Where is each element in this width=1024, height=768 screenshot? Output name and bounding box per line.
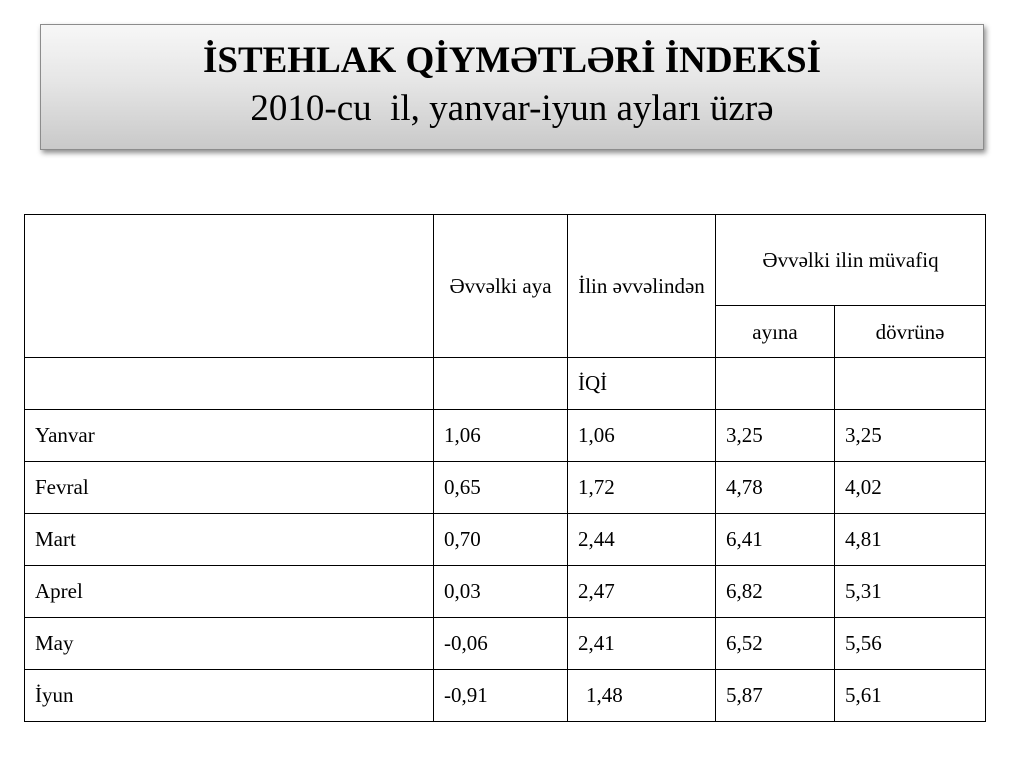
- cpi-table: [24, 214, 986, 722]
- table-row: [25, 566, 986, 618]
- header-prev-year-corresponding: Əvvəlki ilin müvafiq: [716, 215, 986, 306]
- row-prev-year-period: 5,56: [835, 618, 986, 670]
- row-prev-month: 1,06: [434, 410, 568, 462]
- table-row: [25, 618, 986, 670]
- row-prev-year-period: 4,81: [835, 514, 986, 566]
- row-month: Aprel: [25, 566, 434, 618]
- row-prev-month: 0,03: [434, 566, 568, 618]
- unit-label: İQİ: [568, 358, 716, 410]
- row-prev-year-period: 4,02: [835, 462, 986, 514]
- row-month: Mart: [25, 514, 434, 566]
- row-prev-year-period: 3,25: [835, 410, 986, 462]
- row-prev-year-month: 6,41: [716, 514, 835, 566]
- page-subtitle: 2010-cu il, yanvar-iyun ayları üzrə: [250, 88, 774, 129]
- page-title: İSTEHLAK QİYMƏTLƏRİ İNDEKSİ: [202, 40, 822, 81]
- row-month: Yanvar: [25, 410, 434, 462]
- title-banner: [40, 24, 984, 150]
- row-prev-year-period: 5,61: [835, 670, 986, 722]
- row-prev-year-month: 3,25: [716, 410, 835, 462]
- table-row: [25, 670, 986, 722]
- row-prev-month: 0,65: [434, 462, 568, 514]
- unit-empty-cell: [716, 358, 835, 410]
- unit-empty-cell: [25, 358, 434, 410]
- row-year-start: 2,41: [568, 618, 716, 670]
- row-prev-month: -0,06: [434, 618, 568, 670]
- row-prev-year-month: 6,82: [716, 566, 835, 618]
- header-month: ayına: [716, 306, 835, 358]
- row-prev-year-month: 4,78: [716, 462, 835, 514]
- header-empty-cell: [25, 215, 434, 358]
- unit-empty-cell: [434, 358, 568, 410]
- row-year-start: 1,06: [568, 410, 716, 462]
- header-previous-month: Əvvəlki aya: [434, 215, 568, 358]
- row-month: May: [25, 618, 434, 670]
- row-prev-month: 0,70: [434, 514, 568, 566]
- row-year-start: 2,44: [568, 514, 716, 566]
- row-prev-year-period: 5,31: [835, 566, 986, 618]
- row-month: İyun: [25, 670, 434, 722]
- unit-empty-cell: [835, 358, 986, 410]
- header-period: dövrünə: [835, 306, 986, 358]
- table-row: [25, 462, 986, 514]
- table-row: [25, 514, 986, 566]
- row-year-start: 1,48: [568, 670, 716, 722]
- row-prev-year-month: 6,52: [716, 618, 835, 670]
- row-year-start: 1,72: [568, 462, 716, 514]
- row-prev-month: -0,91: [434, 670, 568, 722]
- row-year-start: 2,47: [568, 566, 716, 618]
- header-row-1: [25, 215, 986, 306]
- row-prev-year-month: 5,87: [716, 670, 835, 722]
- header-from-year-start: İlin əvvəlindən: [568, 215, 716, 358]
- table-row: [25, 410, 986, 462]
- row-month: Fevral: [25, 462, 434, 514]
- unit-row: [25, 358, 986, 410]
